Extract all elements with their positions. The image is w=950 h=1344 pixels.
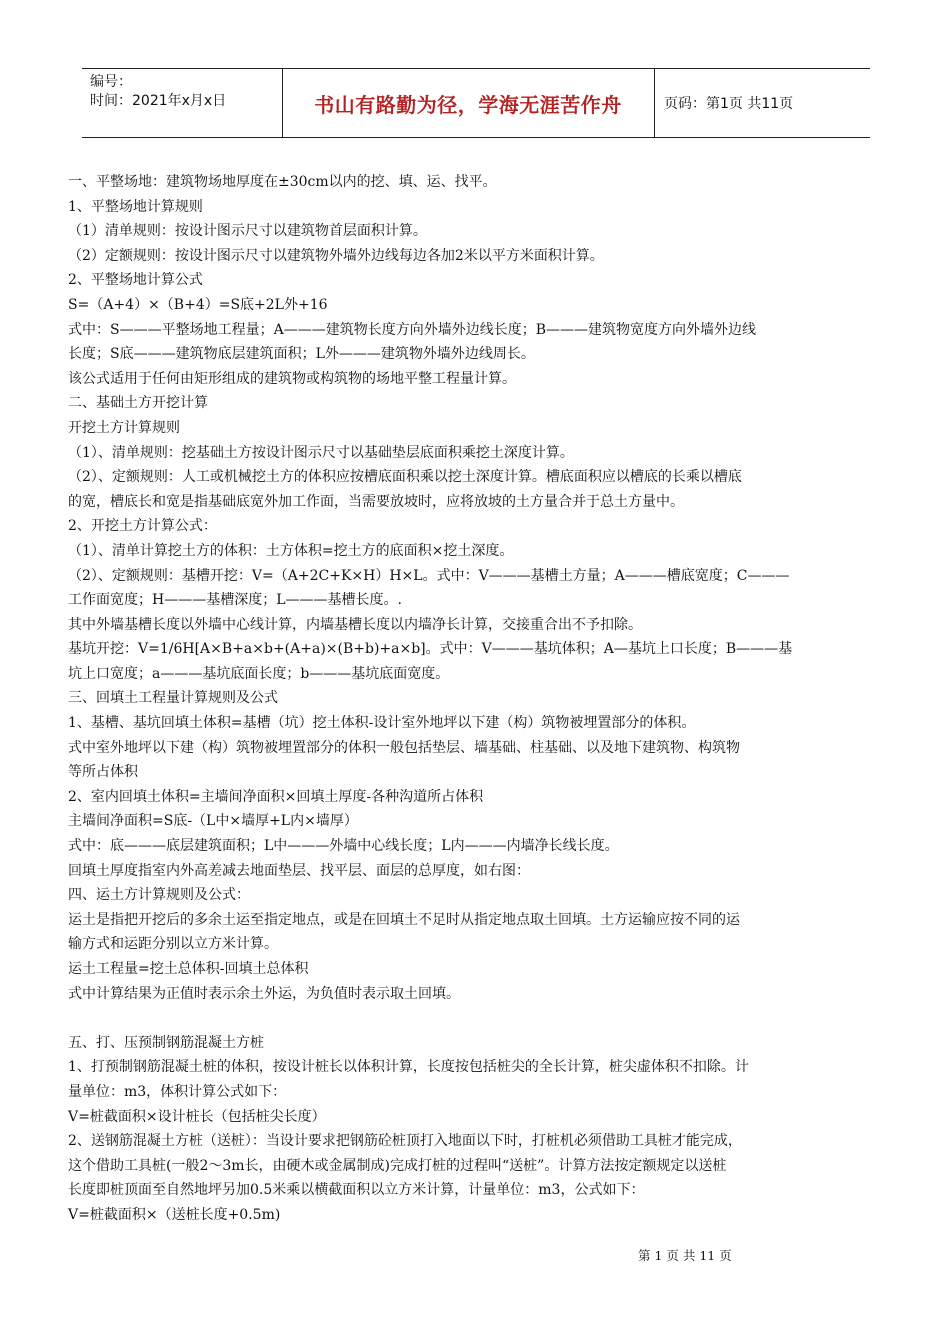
document-number-label: 编号： [90,74,132,90]
body-text-line: 长度；S底———建筑物底层建筑面积；L外———建筑物外墙外边线周长。 [68,346,535,363]
header-page-info: 页码：第1页 共11页 [664,96,794,112]
document-body [68,170,884,1228]
body-text-line: 2、开挖土方计算公式： [68,518,217,535]
body-text-line: 开挖土方计算规则 [68,419,180,436]
blank-line [68,1006,884,1031]
header-page-cell [654,69,870,137]
body-text-line: （2）、定额规则：人工或机械挖土方的体积应按槽底面积乘以挖土深度计算。槽底面积应以槽底的长乘以槽底 [68,469,742,486]
body-text-line: 2、平整场地计算公式 [68,272,203,289]
body-text-line: 这个借助工具桩(一般2～3m长，由硬木或金属制成)完成打桩的过程叫“送桩”。计算方法按定额规定以送桩 [68,1157,727,1174]
body-text-line: 四、运土方计算规则及公式： [68,887,250,904]
body-text-line: 量单位：m3，体积计算公式如下： [68,1083,287,1100]
body-text-line: （2）、定额规则：基槽开挖：V=（A+2C+K×H）H×L。式中：V———基槽土方量；A———槽底宽度；C——— [68,567,790,584]
body-text-line: 1、打预制钢筋混凝土桩的体积，按设计桩长以体积计算，长度按包括桩尖的全长计算，桩尖虚体积不扣除。计 [68,1059,749,1076]
body-text-line: 式中室外地坪以下建（构）筑物被埋置部分的体积一般包括垫层、墙基础、柱基础、以及地下建筑物、构筑物 [68,739,740,756]
body-text-line: 运土工程量=挖土总体积-回填土总体积 [68,961,309,977]
body-text-line: 2、送钢筋混凝土方桩（送桩）：当设计要求把钢筋砼桩顶打入地面以下时，打桩机必须借助工具桩才能完成， [68,1133,742,1150]
body-text-line: 2、室内回填土体积=主墙间净面积×回填土厚度-各种沟道所占体积 [68,788,484,805]
header-motto: 书山有路勤为径，学海无涯苦作舟 [314,92,622,117]
body-text-line: 一、平整场地：建筑物场地厚度在±30cm以内的挖、填、运、找平。 [68,174,497,190]
body-text-line: （1）、清单计算挖土方的体积：土方体积=挖土方的底面积×挖土深度。 [68,542,514,559]
body-text-line: 输方式和运距分别以立方米计算。 [68,936,278,953]
body-text-line: S=（A+4）×（B+4）=S底+2L外+16 [68,296,328,313]
page-footer: 第 1 页 共 11 页 [638,1248,732,1263]
body-text-line: （1）、清单规则：挖基础土方按设计图示尺寸以基础垫层底面积乘挖土深度计算。 [68,444,574,461]
body-text-line: 该公式适用于任何由矩形组成的建筑物或构筑物的场地平整工程量计算。 [68,370,516,387]
body-text-line: 的宽，槽底长和宽是指基础底宽外加工作面，当需要放坡时，应将放坡的土方量合并于总土方量中。 [68,493,684,510]
body-text-line: 式中计算结果为正值时表示余土外运，为负值时表示取土回填。 [68,985,460,1002]
body-text-line: 主墙间净面积=S底-（L中×墙厚+L内×墙厚） [68,813,358,830]
body-text-line: 其中外墙基槽长度以外墙中心线计算，内墙基槽长度以内墙净长计算，交接重合出不予扣除。 [68,616,642,633]
body-text-line: 运土是指把开挖后的多余土运至指定地点，或是在回填土不足时从指定地点取土回填。土方运输应按不同的运 [68,911,740,928]
body-text-line: （2）定额规则：按设计图示尺寸以建筑物外墙外边线每边各加2米以平方米面积计算。 [68,247,604,264]
body-text-line: 五、打、压预制钢筋混凝土方桩 [68,1034,264,1051]
body-text-line: 1、基槽、基坑回填土体积=基槽（坑）挖土体积-设计室外地坪以下建（构）筑物被埋置部分的体积。 [68,715,696,732]
body-text-line: 三、回填土工程量计算规则及公式 [68,690,278,707]
body-text-line: 二、基础土方开挖计算 [68,395,208,412]
page-header [82,68,870,138]
body-text-line: 坑上口宽度；a———基坑底面长度；b———基坑底面宽度。 [68,665,450,682]
document-date: 时间：2021年x月x日 [90,93,227,109]
body-text-line: V=桩截面积×（送桩长度+0.5m) [68,1206,281,1223]
body-text-line: 回填土厚度指室内外高差减去地面垫层、找平层、面层的总厚度，如右图： [68,862,530,879]
body-text-line: 基坑开挖：V=1/6H[A×B+a×b+(A+a)×(B+b)+a×b]。式中：V———基坑体积；A—基坑上口长度；B———基 [68,641,793,658]
header-meta-cell [82,69,283,137]
body-text-line: 长度即桩顶面至自然地坪另加0.5米乘以横截面积以立方米计算，计量单位：m3，公式如下： [68,1182,645,1199]
body-text-line: 等所占体积 [68,764,138,781]
body-text-line: 工作面宽度；H———基槽深度；L———基槽长度。. [68,592,402,609]
header-motto-cell [282,69,655,137]
body-text-line: 式中：底———底层建筑面积；L中———外墙中心线长度；L内———内墙净长线长度。 [68,838,619,855]
body-text-line: V=桩截面积×设计桩长（包括桩尖长度） [68,1108,326,1125]
body-text-line: （1）清单规则：按设计图示尺寸以建筑物首层面积计算。 [68,223,427,240]
body-text-line: 1、平整场地计算规则 [68,198,203,215]
body-text-line: 式中：S———平整场地工程量；A———建筑物长度方向外墙外边线长度；B———建筑物宽度方向外墙外边线 [68,321,756,338]
